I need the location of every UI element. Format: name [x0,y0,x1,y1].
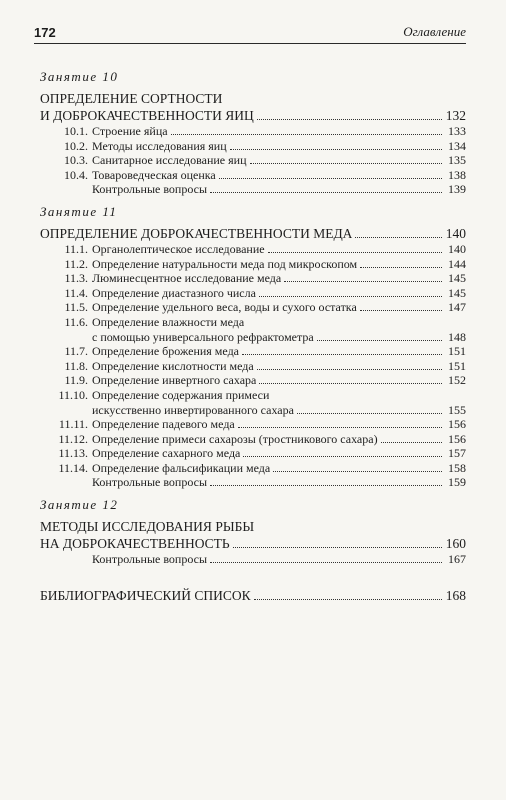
lesson-label: Занятие 10 [40,69,119,84]
entry-title: Товароведческая оценка [92,167,216,182]
leader-dots [268,252,442,253]
entry-title: Определение натуральности меда под микроскопом [92,256,358,271]
lesson-title: ОПРЕДЕЛЕНИЕ ДОБРОКАЧЕСТВЕННОСТИ МЕДА [40,225,353,241]
toc-entry [40,344,466,359]
page-ref: 151 [448,358,466,373]
page-ref: 145 [448,285,466,300]
entry-number: 11.12. [58,431,88,446]
toc-entry [40,242,466,257]
toc-entry [40,124,466,139]
bibliography-title: БИБЛИОГРАФИЧЕСКИЙ СПИСОК [40,587,251,603]
page-ref: 139 [448,182,466,197]
entry-number: 10.4. [64,167,88,182]
page-ref: 155 [448,402,466,417]
toc-entry [40,182,466,197]
entry-number: 11.9. [64,373,88,388]
leader-dots [210,562,442,563]
entry-title: Определение брожения меда [92,344,239,359]
toc-entry [40,286,466,301]
entry-title: Определение падевого меда [92,417,235,432]
running-title: Оглавление [403,24,466,39]
entry-number: 11.8. [64,358,88,373]
entry-title: Определение удельного веса, воды и сухого остатка [92,300,357,315]
toc-entry [40,552,466,567]
entry-number: 11.14. [58,460,88,475]
entry-title: Определение кислотности меда [92,358,254,373]
leader-dots [243,456,442,457]
page-ref: 138 [448,167,466,182]
toc-entry [40,359,466,374]
lesson-title-row [40,518,466,535]
table-of-contents [40,70,466,604]
entry-number: 11.5. [64,300,88,315]
toc-entry [40,168,466,183]
entry-number: 11.2. [64,256,88,271]
entry-title: Определение примеси сахарозы (тростникового сахара) [92,431,378,446]
page-ref: 151 [448,344,466,359]
toc-entry [40,475,466,490]
leader-dots [259,296,442,297]
entry-number: 10.2. [64,138,88,153]
entry-title: Строение яйца [92,124,168,138]
entry-number: 11.4. [64,285,88,300]
leader-dots [210,485,442,486]
leader-dots [257,119,442,120]
bibliography-entry [40,587,466,604]
entry-title: Определение содержания примеси [92,387,270,402]
lesson-title-row [40,535,466,552]
entry-number: 10.1. [64,124,88,138]
entry-title: Определение фальсификации меда [92,460,271,475]
toc-entry [40,373,466,388]
toc-entry [40,257,466,272]
lesson-title: И ДОБРОКАЧЕСТВЕННОСТИ ЯИЦ [40,108,254,123]
leader-dots [210,192,442,193]
page-ref: 135 [448,153,466,168]
toc-section [40,498,466,567]
entry-title: Контрольные вопросы [92,552,208,567]
entry-title: с помощью универсального рефрактометра [92,329,314,344]
page-ref: 167 [448,552,466,567]
lesson-title-row [40,90,466,107]
page-ref: 140 [448,241,466,256]
toc-entry [40,139,466,154]
page-ref: 156 [448,417,466,432]
page-ref: 156 [448,431,466,446]
toc-entry [40,461,466,476]
page-ref: 168 [445,587,466,603]
page-number: 172 [34,25,56,40]
lesson-title: МЕТОДЫ ИССЛЕДОВАНИЯ РЫБЫ [40,519,255,535]
leader-dots [257,369,442,370]
entry-number: 11.13. [58,446,88,461]
page-ref: 158 [448,460,466,475]
leader-dots [219,178,442,179]
leader-dots [273,471,442,472]
toc-entry [40,330,466,345]
leader-dots [284,281,442,282]
page-ref: 132 [445,108,466,123]
entry-title: Методы исследования яиц [92,138,227,153]
toc-entry [40,271,466,286]
lesson-label: Занятие 12 [40,497,119,513]
page-ref: 147 [448,300,466,315]
lesson-title-row [40,107,466,124]
page-ref: 144 [448,256,466,271]
entry-number: 11.1. [64,241,88,256]
leader-dots [381,442,442,443]
entry-title: Контрольные вопросы [92,182,208,197]
leader-dots [238,427,442,428]
toc-section [40,70,466,197]
entry-number: 11.11. [58,417,88,432]
entry-number: 11.3. [64,271,88,286]
page-ref: 152 [448,373,466,388]
leader-dots [230,149,442,150]
lesson-title-row [40,225,466,242]
leader-dots [171,134,442,135]
leader-dots [297,413,442,414]
toc-section [40,205,466,490]
toc-entry [40,300,466,315]
leader-dots [355,237,442,238]
page-ref: 134 [448,138,466,153]
page-ref: 160 [445,536,466,552]
lesson-label: Занятие 11 [40,203,118,219]
leader-dots [259,383,442,384]
entry-title: Органолептическое исследование [92,241,265,256]
entry-title: искусственно инвертированного сахара [92,402,294,417]
entry-number: 11.6. [64,314,88,329]
page-ref: 145 [448,271,466,286]
page-ref: 133 [448,124,466,138]
leader-dots [317,340,442,341]
leader-dots [233,547,442,548]
toc-entry [40,432,466,447]
toc-entry [40,446,466,461]
entry-number: 10.3. [64,153,88,168]
toc-entry [40,153,466,168]
toc-entry [40,315,466,330]
toc-entry [40,388,466,403]
entry-number: 11.10. [58,387,88,402]
leader-dots [250,163,443,164]
entry-title: Определение влажности меда [92,314,245,329]
leader-dots [254,599,442,600]
toc-entry [40,417,466,432]
entry-title: Определение сахарного меда [92,446,241,461]
page-ref: 157 [448,446,466,461]
page-header [34,24,466,44]
entry-number: 11.7. [64,344,88,359]
leader-dots [360,310,442,311]
entry-title: Определение инвертного сахара [92,373,257,388]
toc-entry [40,403,466,418]
entry-title: Люминесцентное исследование меда [92,271,282,286]
lesson-title: ОПРЕДЕЛЕНИЕ СОРТНОСТИ [40,91,223,106]
entry-title: Санитарное исследование яиц [92,153,247,168]
lesson-title: НА ДОБРОКАЧЕСТВЕННОСТЬ [40,536,230,552]
page-ref: 140 [445,225,466,241]
entry-title: Контрольные вопросы [92,475,208,490]
page-ref: 159 [448,475,466,490]
leader-dots [360,267,442,268]
leader-dots [242,354,442,355]
entry-title: Определение диастазного числа [92,285,256,300]
page-ref: 148 [448,329,466,344]
